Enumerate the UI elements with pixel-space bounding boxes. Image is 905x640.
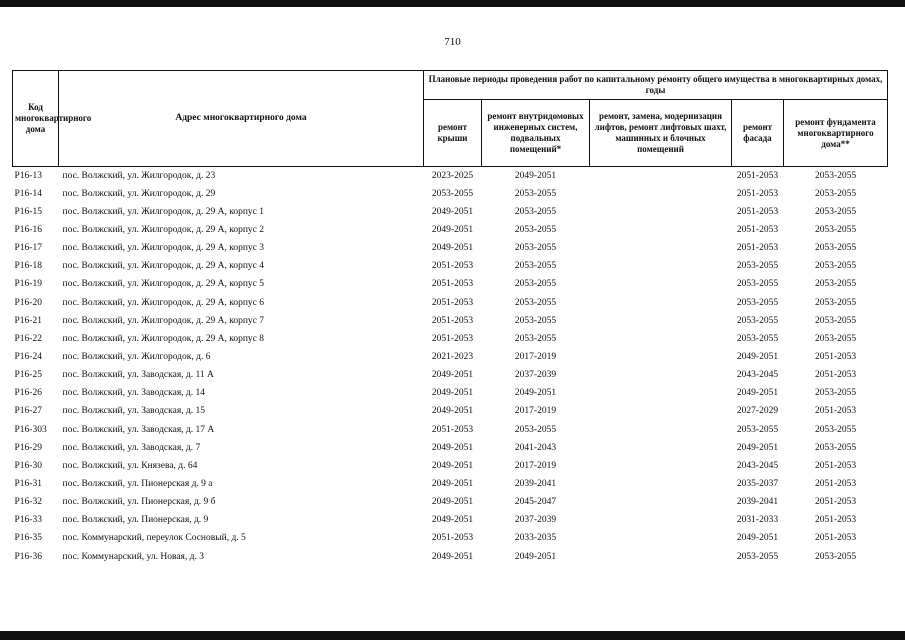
capital-repair-table xyxy=(12,70,888,566)
cell-roof: 2049-2051 xyxy=(431,442,474,453)
cell-facade: 2051-2053 xyxy=(736,170,779,181)
cell-elevators xyxy=(590,330,732,348)
cell-code: P16-32 xyxy=(14,497,42,508)
cell-foundation: 2051-2053 xyxy=(814,515,857,526)
cell-facade: 2053-2055 xyxy=(736,551,779,562)
cell-foundation: 2053-2055 xyxy=(814,333,857,344)
cell-systems: 2053-2055 xyxy=(514,224,557,235)
header-address: Адрес многоквартирного дома xyxy=(59,71,424,167)
table-row xyxy=(13,512,888,530)
cell-elevators xyxy=(590,421,732,439)
cell-elevators xyxy=(590,258,732,276)
cell-systems: 2053-2055 xyxy=(514,315,557,326)
cell-foundation: 2053-2055 xyxy=(814,224,857,235)
cell-facade: 2043-2045 xyxy=(736,370,779,381)
table-row xyxy=(13,421,888,439)
cell-code: P16-16 xyxy=(14,224,42,235)
cell-code: P16-36 xyxy=(14,551,42,562)
cell-roof: 2049-2051 xyxy=(431,406,474,417)
cell-systems: 2053-2055 xyxy=(514,333,557,344)
cell-address: пос. Волжский, ул. Жилгородок, д. 29 xyxy=(62,188,216,199)
cell-code: P16-25 xyxy=(14,370,42,381)
cell-foundation: 2053-2055 xyxy=(814,551,857,562)
table-row xyxy=(13,548,888,566)
top-border-bar xyxy=(0,0,905,7)
cell-foundation: 2051-2053 xyxy=(814,351,857,362)
cell-systems: 2049-2051 xyxy=(514,551,557,562)
table-row xyxy=(13,348,888,366)
cell-roof: 2023-2025 xyxy=(431,170,474,181)
cell-facade: 2051-2053 xyxy=(736,224,779,235)
cell-systems: 2053-2055 xyxy=(514,261,557,272)
cell-systems: 2039-2041 xyxy=(514,478,557,489)
cell-foundation: 2053-2055 xyxy=(814,388,857,399)
table-row xyxy=(13,530,888,548)
table-row xyxy=(13,367,888,385)
cell-address: пос. Волжский, ул. Жилгородок, д. 29 А, корпус 1 xyxy=(62,206,265,217)
cell-roof: 2051-2053 xyxy=(431,333,474,344)
cell-code: P16-19 xyxy=(14,279,42,290)
cell-systems: 2037-2039 xyxy=(514,515,557,526)
cell-address: пос. Волжский, ул. Пионерская д. 9 а xyxy=(62,478,213,489)
cell-roof: 2051-2053 xyxy=(431,261,474,272)
cell-facade: 2053-2055 xyxy=(736,424,779,435)
cell-facade: 2053-2055 xyxy=(736,297,779,308)
cell-facade: 2049-2051 xyxy=(736,351,779,362)
cell-roof: 2051-2053 xyxy=(431,533,474,544)
cell-foundation: 2053-2055 xyxy=(814,297,857,308)
cell-systems: 2033-2035 xyxy=(514,533,557,544)
cell-systems: 2017-2019 xyxy=(514,351,557,362)
cell-code: P16-18 xyxy=(14,261,42,272)
cell-systems: 2017-2019 xyxy=(514,460,557,471)
cell-systems: 2037-2039 xyxy=(514,370,557,381)
cell-roof: 2053-2055 xyxy=(431,188,474,199)
cell-address: пос. Волжский, ул. Жилгородок, д. 29 А, корпус 5 xyxy=(62,279,265,290)
cell-facade: 2049-2051 xyxy=(736,442,779,453)
cell-address: пос. Волжский, ул. Жилгородок, д. 29 А, корпус 4 xyxy=(62,261,265,272)
cell-elevators xyxy=(590,512,732,530)
cell-facade: 2053-2055 xyxy=(736,261,779,272)
cell-elevators xyxy=(590,203,732,221)
cell-roof: 2021-2023 xyxy=(431,351,474,362)
cell-code: P16-15 xyxy=(14,206,42,217)
cell-foundation: 2051-2053 xyxy=(814,370,857,381)
cell-facade: 2035-2037 xyxy=(736,478,779,489)
table-row xyxy=(13,185,888,203)
table-row xyxy=(13,276,888,294)
cell-code: P16-20 xyxy=(14,297,42,308)
table-row xyxy=(13,167,888,186)
cell-facade: 2049-2051 xyxy=(736,533,779,544)
cell-facade: 2051-2053 xyxy=(736,188,779,199)
cell-facade: 2031-2033 xyxy=(736,515,779,526)
cell-foundation: 2053-2055 xyxy=(814,442,857,453)
cell-elevators xyxy=(590,221,732,239)
cell-facade: 2043-2045 xyxy=(736,460,779,471)
table-row xyxy=(13,457,888,475)
cell-systems: 2053-2055 xyxy=(514,206,557,217)
cell-foundation: 2053-2055 xyxy=(814,279,857,290)
cell-elevators xyxy=(590,185,732,203)
cell-foundation: 2051-2053 xyxy=(814,406,857,417)
header-planned-periods: Плановые периоды проведения работ по капитальному ремонту общего имущества в многоквартирных домах, годы xyxy=(424,71,888,100)
cell-address: пос. Волжский, ул. Заводская, д. 15 xyxy=(62,406,206,417)
cell-address: пос. Волжский, ул. Заводская, д. 17 А xyxy=(62,424,215,435)
cell-foundation: 2053-2055 xyxy=(814,170,857,181)
cell-code: P16-30 xyxy=(14,460,42,471)
cell-elevators xyxy=(590,439,732,457)
table-row xyxy=(13,294,888,312)
cell-code: P16-14 xyxy=(14,188,42,199)
cell-address: пос. Волжский, ул. Жилгородок, д. 29 А, корпус 8 xyxy=(62,333,265,344)
cell-code: P16-26 xyxy=(14,388,42,399)
cell-roof: 2051-2053 xyxy=(431,315,474,326)
header-foundation: ремонт фундамента многоквартирного дома** xyxy=(784,100,888,167)
cell-systems: 2045-2047 xyxy=(514,497,557,508)
cell-roof: 2049-2051 xyxy=(431,551,474,562)
cell-code: P16-303 xyxy=(14,424,47,435)
cell-elevators xyxy=(590,530,732,548)
cell-address: пос. Волжский, ул. Жилгородок, д. 29 А, корпус 6 xyxy=(62,297,265,308)
cell-facade: 2039-2041 xyxy=(736,497,779,508)
cell-elevators xyxy=(590,385,732,403)
cell-foundation: 2053-2055 xyxy=(814,188,857,199)
table-row xyxy=(13,494,888,512)
cell-code: P16-27 xyxy=(14,406,42,417)
cell-systems: 2049-2051 xyxy=(514,388,557,399)
cell-roof: 2051-2053 xyxy=(431,279,474,290)
cell-elevators xyxy=(590,276,732,294)
cell-foundation: 2053-2055 xyxy=(814,261,857,272)
table-row xyxy=(13,258,888,276)
table-row xyxy=(13,240,888,258)
cell-roof: 2051-2053 xyxy=(431,297,474,308)
cell-code: P16-35 xyxy=(14,533,42,544)
cell-address: пос. Волжский, ул. Жилгородок, д. 29 А, корпус 7 xyxy=(62,315,265,326)
cell-elevators xyxy=(590,240,732,258)
cell-code: P16-24 xyxy=(14,351,42,362)
cell-elevators xyxy=(590,475,732,493)
cell-elevators xyxy=(590,348,732,366)
cell-facade: 2053-2055 xyxy=(736,333,779,344)
header-roof: ремонт крыши xyxy=(424,100,482,167)
table-body xyxy=(13,167,888,567)
cell-elevators xyxy=(590,403,732,421)
cell-foundation: 2051-2053 xyxy=(814,497,857,508)
cell-systems: 2053-2055 xyxy=(514,279,557,290)
cell-elevators xyxy=(590,294,732,312)
header-code: Код многоквартирного дома xyxy=(13,71,59,167)
cell-code: P16-22 xyxy=(14,333,42,344)
cell-address: пос. Волжский, ул. Жилгородок, д. 29 А, корпус 2 xyxy=(62,224,265,235)
bottom-border-bar xyxy=(0,631,905,640)
cell-code: P16-29 xyxy=(14,442,42,453)
cell-address: пос. Волжский, ул. Заводская, д. 11 А xyxy=(62,370,214,381)
cell-address: пос. Волжский, ул. Пионерская, д. 9 б xyxy=(62,497,216,508)
table-row xyxy=(13,330,888,348)
cell-address: пос. Волжский, ул. Князева, д. 64 xyxy=(62,460,198,471)
table-row xyxy=(13,221,888,239)
header-systems: ремонт внутридомовых инженерных систем, подвальных помещений* xyxy=(482,100,590,167)
cell-elevators xyxy=(590,494,732,512)
cell-roof: 2049-2051 xyxy=(431,460,474,471)
cell-systems: 2017-2019 xyxy=(514,406,557,417)
cell-roof: 2049-2051 xyxy=(431,224,474,235)
cell-elevators xyxy=(590,312,732,330)
cell-foundation: 2051-2053 xyxy=(814,460,857,471)
table-row xyxy=(13,475,888,493)
cell-roof: 2049-2051 xyxy=(431,497,474,508)
cell-foundation: 2051-2053 xyxy=(814,533,857,544)
table-row xyxy=(13,203,888,221)
cell-roof: 2049-2051 xyxy=(431,388,474,399)
cell-code: P16-31 xyxy=(14,478,42,489)
cell-systems: 2041-2043 xyxy=(514,442,557,453)
cell-elevators xyxy=(590,367,732,385)
cell-elevators xyxy=(590,167,732,186)
cell-elevators xyxy=(590,548,732,566)
cell-address: пос. Волжский, ул. Пионерская, д. 9 xyxy=(62,515,209,526)
cell-foundation: 2053-2055 xyxy=(814,424,857,435)
cell-facade: 2051-2053 xyxy=(736,206,779,217)
cell-foundation: 2053-2055 xyxy=(814,206,857,217)
cell-roof: 2049-2051 xyxy=(431,206,474,217)
cell-roof: 2049-2051 xyxy=(431,478,474,489)
header-elevators: ремонт, замена, модернизация лифтов, ремонт лифтовых шахт, машинных и блочных помещений xyxy=(590,100,732,167)
cell-systems: 2049-2051 xyxy=(514,170,557,181)
cell-address: пос. Волжский, ул. Заводская, д. 7 xyxy=(62,442,201,453)
cell-foundation: 2053-2055 xyxy=(814,315,857,326)
cell-foundation: 2051-2053 xyxy=(814,478,857,489)
table-row xyxy=(13,385,888,403)
cell-systems: 2053-2055 xyxy=(514,243,557,254)
header-facade: ремонт фасада xyxy=(732,100,784,167)
cell-facade: 2049-2051 xyxy=(736,388,779,399)
cell-roof: 2051-2053 xyxy=(431,424,474,435)
cell-systems: 2053-2055 xyxy=(514,188,557,199)
cell-address: пос. Волжский, ул. Жилгородок, д. 23 xyxy=(62,170,216,181)
cell-address: пос. Коммунарский, переулок Сосновый, д. 5 xyxy=(62,533,246,544)
cell-address: пос. Волжский, ул. Заводская, д. 14 xyxy=(62,388,206,399)
cell-address: пос. Волжский, ул. Жилгородок, д. 6 xyxy=(62,351,211,362)
cell-code: P16-13 xyxy=(14,170,42,181)
cell-code: P16-17 xyxy=(14,243,42,254)
cell-facade: 2027-2029 xyxy=(736,406,779,417)
page-number: 710 xyxy=(444,36,461,48)
cell-roof: 2049-2051 xyxy=(431,243,474,254)
cell-roof: 2049-2051 xyxy=(431,370,474,381)
cell-foundation: 2053-2055 xyxy=(814,243,857,254)
cell-address: пос. Коммунарский, ул. Новая, д. 3 xyxy=(62,551,205,562)
cell-systems: 2053-2055 xyxy=(514,297,557,308)
table-row xyxy=(13,439,888,457)
table-row xyxy=(13,403,888,421)
cell-code: P16-21 xyxy=(14,315,42,326)
cell-facade: 2051-2053 xyxy=(736,243,779,254)
table-row xyxy=(13,312,888,330)
cell-roof: 2049-2051 xyxy=(431,515,474,526)
cell-systems: 2053-2055 xyxy=(514,424,557,435)
cell-address: пос. Волжский, ул. Жилгородок, д. 29 А, корпус 3 xyxy=(62,243,265,254)
cell-elevators xyxy=(590,457,732,475)
cell-facade: 2053-2055 xyxy=(736,279,779,290)
cell-code: P16-33 xyxy=(14,515,42,526)
cell-facade: 2053-2055 xyxy=(736,315,779,326)
